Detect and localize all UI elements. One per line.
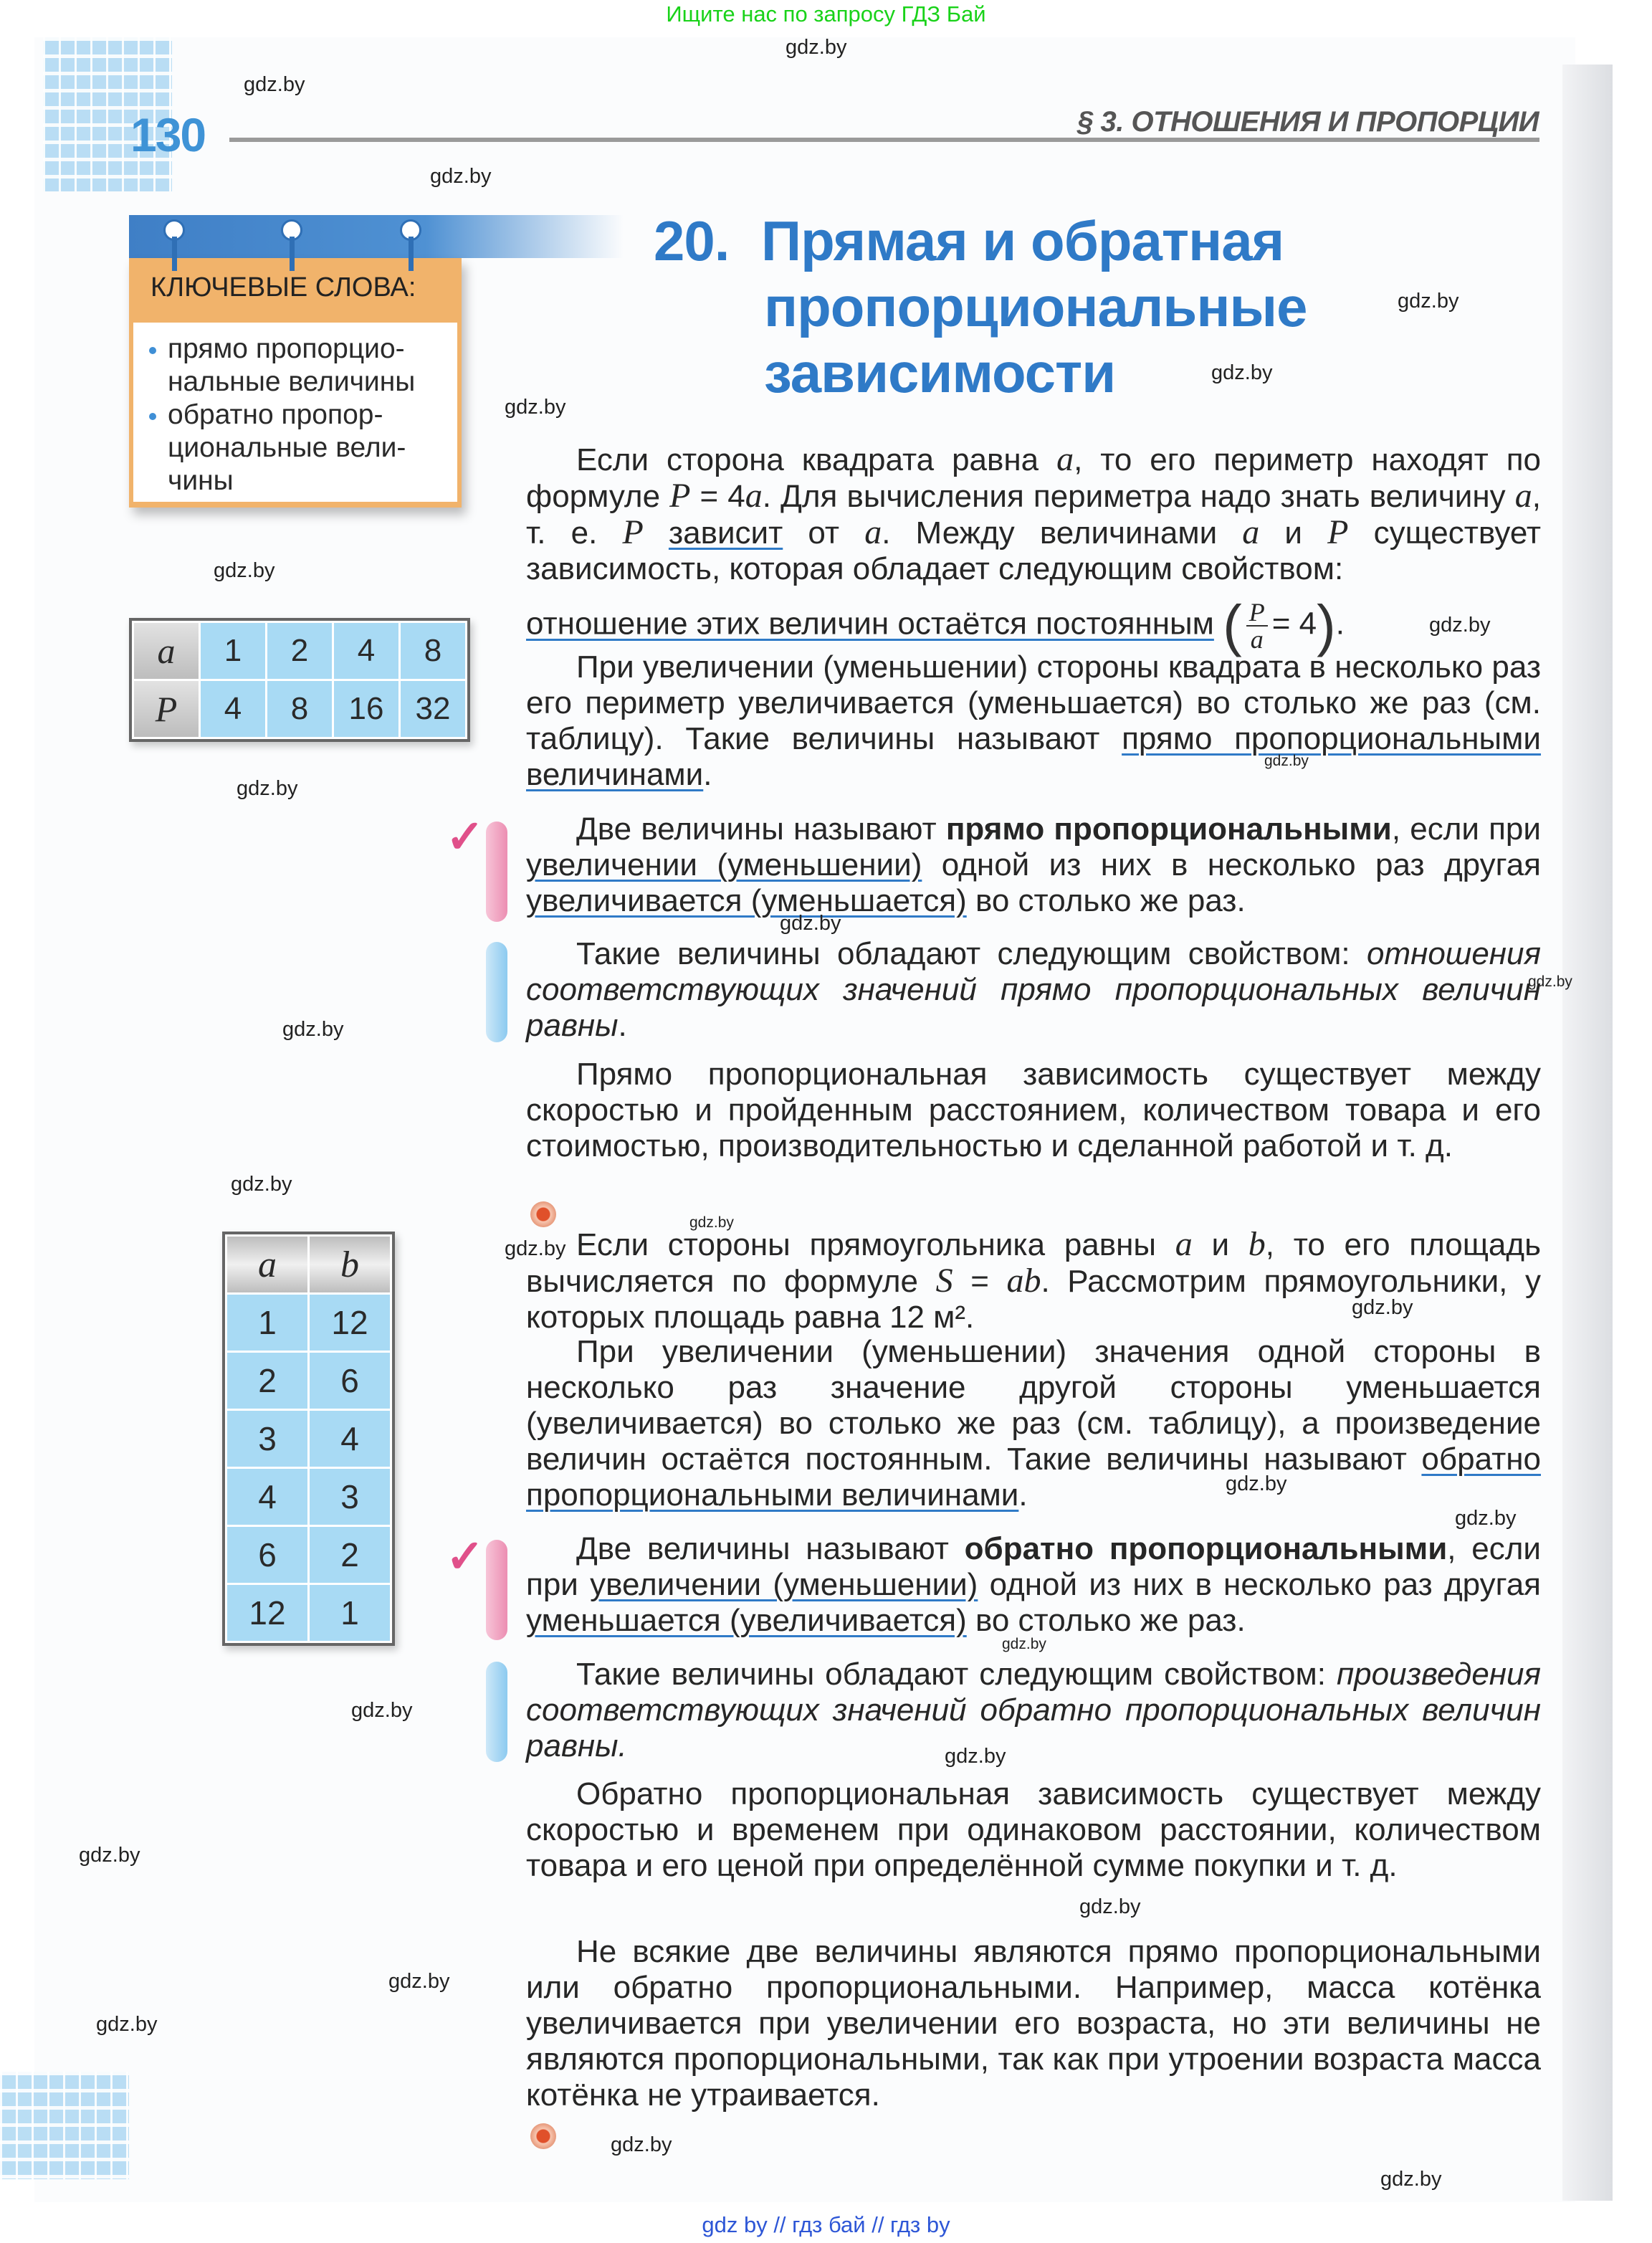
paragraph <box>526 649 1541 793</box>
underlined-term: прямо пропорциональными величинами <box>526 721 1542 792</box>
table-cell: 16 <box>334 681 398 737</box>
watermark: gdz.by <box>1455 1507 1517 1530</box>
text-run: одной из них в несколько раз другая <box>922 847 1541 882</box>
watermark: gdz.by <box>689 1214 734 1231</box>
checkmark-icon: ✓ <box>446 811 484 862</box>
text-run: Не всякие две величины являются прямо пропорциональными или обратно пропорциональными. Например, масса котёнка увеличивается при увеличении его возраста, но эти величины не являются пропорциональными, так как при утроении возраста масса котёнка не утраивается. <box>526 1934 1541 2113</box>
table-cell: 6 <box>227 1527 307 1583</box>
keyword-item: обратно пропор-циональные вели-чины <box>146 399 457 497</box>
watermark: gdz.by <box>1352 1296 1413 1319</box>
text-run: . <box>1018 1477 1028 1513</box>
text-run: во столько же раз. <box>966 883 1246 918</box>
title-line: Прямая и обратная <box>761 209 1284 272</box>
table-header-cell: a <box>227 1237 307 1292</box>
table-cell: 6 <box>310 1353 390 1409</box>
text-run: , если при <box>526 1531 1542 1602</box>
text-run: Если сторона квадрата равна <box>576 442 1057 477</box>
punctuation: . <box>1335 606 1345 642</box>
binder-ring-icon <box>400 219 421 270</box>
watermark: gdz.by <box>1264 753 1309 769</box>
text-run: Прямо пропорциональная зависимость существует между скоростью и пройденным расстоянием, количеством товара и его стоимостью, производительностью и сделанной работой и т. д. <box>526 1057 1541 1163</box>
table-row <box>227 1585 390 1641</box>
table-cell: 12 <box>227 1585 307 1641</box>
text-run: Такие величины обладают следующим свойством: <box>576 936 1367 971</box>
keywords-box <box>129 258 462 508</box>
lesson-number: 20. <box>654 209 730 272</box>
text-run: и <box>1192 1227 1248 1262</box>
watermark: gdz.by <box>945 1745 1006 1768</box>
table-cell: 3 <box>227 1411 307 1467</box>
watermark: gdz.by <box>505 396 566 419</box>
watermark: gdz.by <box>786 36 847 59</box>
watermark: gdz.by <box>79 1844 140 1867</box>
text-run: = <box>952 1264 1007 1299</box>
rectangle-sides-table <box>222 1232 395 1646</box>
text-run: . <box>703 757 712 792</box>
text-run: произведения соответствующих значений обратно пропорциональных величин равны. <box>526 1657 1541 1763</box>
text-run: во столько же раз. <box>966 1603 1246 1638</box>
keyword-item: прямо пропорцио-нальные величины <box>146 333 457 399</box>
underlined-term: уменьшается (увеличивается) <box>526 1603 967 1638</box>
text-run: При увеличении (уменьшении) стороны квадрата в несколько раз его периметр увеличивается (уменьшается) во столько же раз (см. таблицу). Такие величины называют <box>526 649 1541 756</box>
ratio-text: отношение этих величин остаётся постоянным <box>526 606 1214 642</box>
text-run: При увеличении (уменьшении) значения одной стороны в несколько раз значение другой стороны уменьшается (увеличивается) во столько же раз (см. таблицу), а произведение величин остаётся постоянным. Такие величины называют <box>526 1334 1541 1477</box>
table-cell: 3 <box>310 1469 390 1525</box>
binder-ring-icon <box>281 219 302 270</box>
underlined-term: увеличении (уменьшении) <box>590 1567 978 1602</box>
table-cell: 8 <box>267 681 332 737</box>
text-run: . Рассмотрим прямоугольники, у которых площадь равна 12 м² <box>526 1264 1541 1335</box>
paragraph <box>526 442 1541 587</box>
math-variable: a <box>864 513 882 551</box>
math-variable: ab <box>1006 1262 1041 1300</box>
table-cell: 4 <box>201 681 265 737</box>
table-cell: 12 <box>310 1295 390 1351</box>
math-variable: P <box>622 513 644 551</box>
math-variable: a <box>1242 513 1260 551</box>
watermark: gdz.by <box>1079 1895 1141 1918</box>
text-run: . <box>965 1300 975 1335</box>
text-run: от <box>783 515 865 551</box>
ratio-value: = 4 <box>1271 606 1317 642</box>
text-run: . <box>618 1008 627 1043</box>
watermark: gdz.by <box>1211 361 1273 384</box>
text-run: Две величины называют <box>576 811 946 847</box>
checkmark-icon: ✓ <box>446 1530 484 1582</box>
definition-marker <box>486 1540 507 1640</box>
math-variable: P <box>1327 513 1349 551</box>
paragraph <box>526 1776 1541 1884</box>
underlined-term: зависит <box>668 515 783 551</box>
table-cell: 4 <box>227 1469 307 1525</box>
table-header-cell: P <box>134 681 199 737</box>
keywords-heading: КЛЮЧЕВЫЕ СЛОВА: <box>133 258 457 323</box>
watermark: gdz.by <box>1380 2168 1442 2191</box>
watermark: gdz.by <box>388 1970 450 1993</box>
watermark: gdz.by <box>505 1237 566 1260</box>
red-dot-icon <box>530 1201 556 1227</box>
text-run: Если стороны прямоугольника равны <box>576 1227 1175 1262</box>
definition-paragraph <box>526 811 1541 919</box>
table-header-cell: b <box>310 1237 390 1292</box>
text-run: существует зависимость, которая обладает следующим свойством: <box>526 515 1541 586</box>
watermark: gdz.by <box>780 912 841 935</box>
watermark: gdz.by <box>282 1018 344 1041</box>
watermark: gdz.by <box>1429 614 1491 637</box>
text-run: , то его площадь вычисляется по формуле <box>526 1227 1541 1299</box>
watermark: gdz.by <box>351 1699 413 1722</box>
text-run: одной из них в несколько раз другая <box>978 1567 1541 1602</box>
property-paragraph <box>526 1657 1541 1764</box>
binder-ring-icon <box>163 219 185 270</box>
text-run: отношения соответствующих значений прямо пропорциональных величин равны <box>526 936 1541 1043</box>
lesson-title <box>654 208 1307 406</box>
table-header-cell: a <box>134 623 199 679</box>
table-cell: 2 <box>310 1527 390 1583</box>
fraction <box>1246 599 1268 652</box>
math-variable: S <box>935 1262 953 1300</box>
definition-paragraph <box>526 1531 1541 1639</box>
watermark: gdz.by <box>611 2133 672 2156</box>
table-cell: 2 <box>227 1353 307 1409</box>
watermark: gdz.by <box>1002 1636 1046 1652</box>
text-run: Две величины называют <box>576 1531 965 1566</box>
table-row <box>227 1295 390 1351</box>
text-run: Обратно пропорциональная зависимость существует между скоростью и временем при одинаковом расстоянии, количеством товара и его ценой при определённой сумме покупки и т. д. <box>526 1776 1541 1883</box>
math-variable: b <box>1248 1225 1266 1263</box>
table-row <box>227 1527 390 1583</box>
property-paragraph <box>526 936 1541 1044</box>
square-perimeter-table <box>129 618 470 742</box>
table-cell: 4 <box>310 1411 390 1467</box>
denominator: a <box>1250 625 1264 654</box>
text-run: и <box>1259 515 1328 551</box>
table-cell: 4 <box>334 623 398 679</box>
table-cell: 1 <box>227 1295 307 1351</box>
table-row <box>227 1469 390 1525</box>
numerator: P <box>1246 599 1268 627</box>
text-run: , если при <box>1391 811 1541 847</box>
watermark: gdz.by <box>244 73 305 96</box>
property-marker <box>486 942 507 1042</box>
page-edge-shadow <box>1562 65 1613 2201</box>
property-marker <box>486 1662 507 1762</box>
watermark: gdz.by <box>231 1173 292 1196</box>
watermark: gdz.by <box>430 165 492 188</box>
text-run: , то его периметр находят по формуле <box>526 442 1541 514</box>
keywords-top-band <box>129 215 624 258</box>
math-variable: a <box>1175 1225 1193 1263</box>
table-cell: 32 <box>401 681 465 737</box>
underlined-term: увеличении (уменьшении) <box>526 847 922 882</box>
ratio-line: отношение этих величин остаётся постоянным ( $\frac{P}{a} = 4$). <box>526 594 1345 657</box>
paragraph <box>526 1334 1541 1513</box>
table-cell: 8 <box>401 623 465 679</box>
title-line: зависимости <box>764 341 1116 404</box>
decorative-grid-bottom <box>0 2072 129 2179</box>
table-cell: 2 <box>267 623 332 679</box>
paragraph <box>526 1057 1541 1164</box>
table-row <box>227 1353 390 1409</box>
underlined-term: обратно пропорциональными величинами <box>526 1442 1541 1513</box>
text-run: = 4 <box>690 479 745 514</box>
text-run: Такие величины обладают следующим свойством: <box>576 1657 1337 1692</box>
underlined-term: увеличивается (уменьшается) <box>526 883 967 918</box>
table-cell: 1 <box>310 1585 390 1641</box>
watermark: gdz.by <box>1528 973 1572 990</box>
title-line: пропорциональные <box>764 275 1307 338</box>
watermark: gdz.by <box>1226 1472 1287 1495</box>
definition-marker <box>486 822 507 922</box>
text-run: . Для вычисления периметра надо знать величину <box>762 479 1515 514</box>
paragraph <box>526 1934 1541 2113</box>
table-row <box>227 1411 390 1467</box>
search-banner[interactable]: Ищите нас по запросу ГДЗ Бай <box>666 1 986 27</box>
bold-term: прямо пропорциональными <box>945 811 1392 847</box>
table-cell: 1 <box>201 623 265 679</box>
bold-term: обратно пропорциональными <box>964 1531 1448 1566</box>
text-run <box>644 515 669 551</box>
watermark: gdz.by <box>237 777 298 800</box>
math-variable: a <box>1514 477 1532 515</box>
watermark: gdz.by <box>214 559 275 582</box>
watermark: gdz.by <box>1398 290 1459 313</box>
red-dot-icon <box>530 2123 556 2149</box>
math-variable: a <box>745 477 763 515</box>
watermark: gdz.by <box>96 2013 158 2036</box>
footer-links[interactable]: gdz by // гдз бай // гдз by <box>702 2212 950 2237</box>
section-title: § 3. ОТНОШЕНИЯ И ПРОПОРЦИИ <box>1077 106 1539 138</box>
page-number: 130 <box>130 108 206 161</box>
text-run: , т. е. <box>526 479 1541 551</box>
math-variable: a <box>1056 440 1074 478</box>
math-variable: P <box>669 477 691 515</box>
text-run: . Между величинами <box>882 515 1243 551</box>
